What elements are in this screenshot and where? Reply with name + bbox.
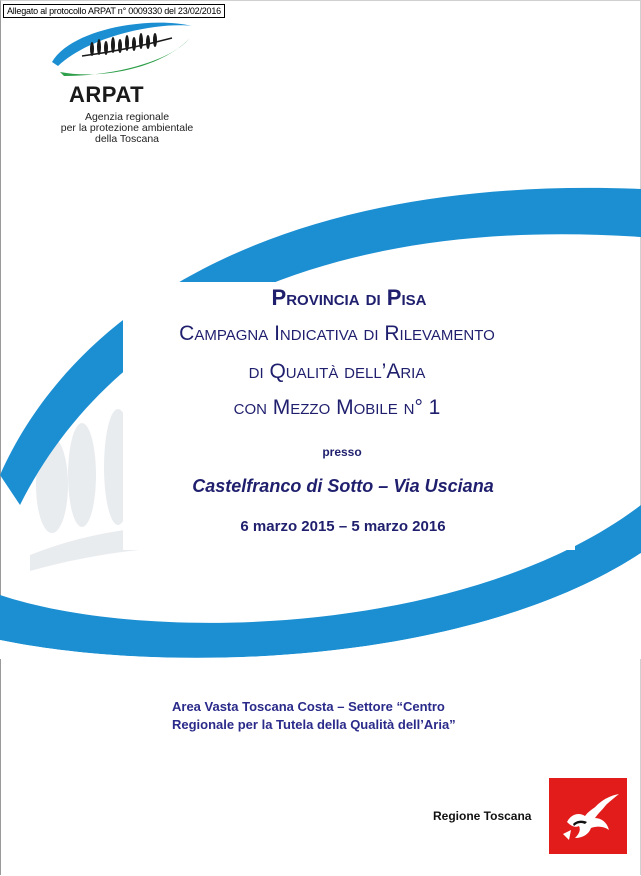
area-vasta-heading	[172, 698, 532, 734]
arpat-subtitle-line: della Toscana	[94, 133, 160, 145]
arpat-wordmark: ARPAT	[69, 82, 145, 107]
arpat-emblem-icon	[42, 18, 212, 82]
campaign-title-line: Campagna Indicativa di Rilevamento	[179, 322, 495, 345]
location-label: Castelfranco di Sotto – Via Usciana	[192, 476, 494, 496]
area-line: Regionale per la Tutela della Qualità dell’Aria”	[172, 717, 456, 732]
arpat-subtitle-line: per la protezione ambientale	[60, 122, 194, 134]
province-title: Provincia di Pisa	[271, 285, 427, 310]
arpat-subtitle-line: Agenzia regionale	[84, 111, 170, 123]
protocol-stamp: Allegato al protocollo ARPAT n° 0009330 del 23/02/2016	[3, 4, 225, 18]
regione-toscana-label: Regione Toscana	[433, 809, 532, 823]
arpat-logo	[42, 18, 212, 148]
arpat-subtitle	[42, 112, 212, 145]
campaign-title-line: di Qualità dell’Aria	[248, 360, 426, 383]
campaign-title-line: con Mezzo Mobile n° 1	[233, 396, 441, 419]
date-range: 6 marzo 2015 – 5 marzo 2016	[240, 518, 446, 535]
cover-title-box	[123, 282, 575, 550]
regione-toscana-pegasus-icon	[549, 778, 627, 854]
area-line: Area Vasta Toscana Costa – Settore “Centro	[172, 699, 445, 714]
presso-label: presso	[322, 445, 362, 459]
